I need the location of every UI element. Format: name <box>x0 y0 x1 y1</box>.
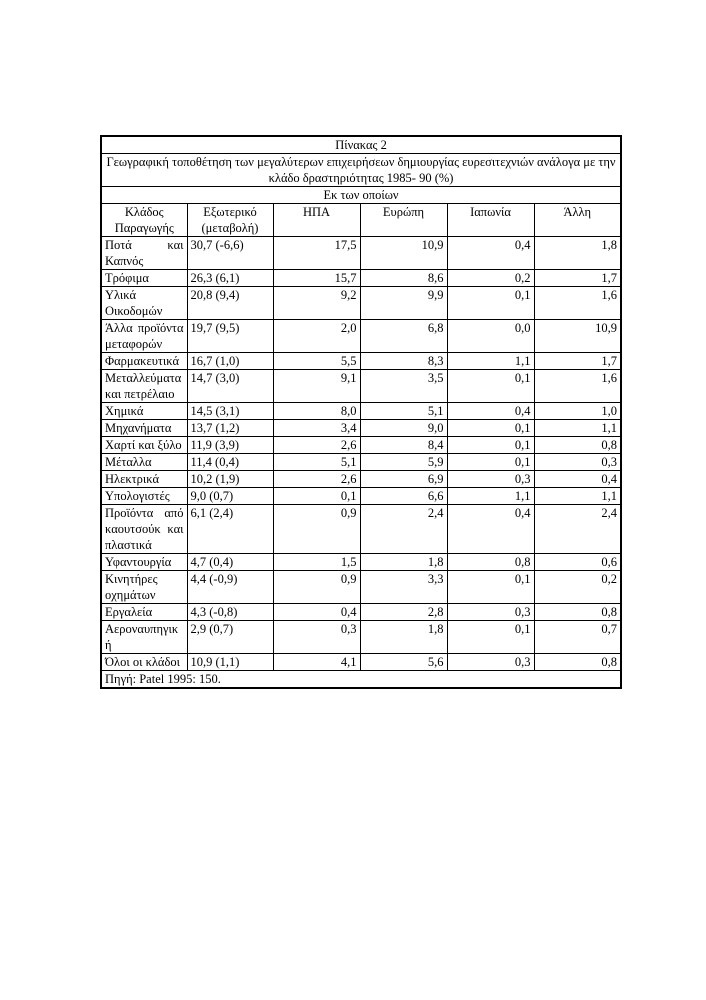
table-row <box>101 287 621 320</box>
cell-japan: 0,4 <box>447 403 534 420</box>
cell-usa: 17,5 <box>273 237 360 270</box>
table-row <box>101 604 621 621</box>
column-header-row <box>101 204 621 237</box>
cell-usa: 0,4 <box>273 604 360 621</box>
cell-sector: Ποτά και Καπνός <box>101 237 187 270</box>
table-subheader: Εκ των οποίων <box>101 187 621 204</box>
table-title: Γεωγραφική τοποθέτηση των μεγαλύτερων επιχειρήσεων δημιουργίας ευρεσιτεχνιών ανάλογα με την κλάδο δραστηριότητας 1985- 90 (%) <box>101 154 621 187</box>
column-header-europe: Ευρώπη <box>360 204 447 237</box>
cell-sector: Μέταλλα <box>101 454 187 471</box>
table-row <box>101 621 621 654</box>
table-row <box>101 437 621 454</box>
cell-abroad: 2,9 (0,7) <box>187 621 273 654</box>
cell-other: 0,4 <box>534 471 621 488</box>
cell-usa: 2,0 <box>273 320 360 353</box>
cell-europe: 3,3 <box>360 571 447 604</box>
cell-other: 1,8 <box>534 237 621 270</box>
data-table <box>100 135 622 689</box>
cell-abroad: 13,7 (1,2) <box>187 420 273 437</box>
table-row <box>101 488 621 505</box>
cell-japan: 0,2 <box>447 270 534 287</box>
cell-abroad: 6,1 (2,4) <box>187 505 273 554</box>
cell-europe: 3,5 <box>360 370 447 403</box>
cell-japan: 0,3 <box>447 654 534 671</box>
cell-japan: 0,4 <box>447 505 534 554</box>
cell-usa: 0,9 <box>273 505 360 554</box>
cell-europe: 5,6 <box>360 654 447 671</box>
cell-usa: 0,1 <box>273 488 360 505</box>
table-row <box>101 237 621 270</box>
cell-europe: 1,8 <box>360 554 447 571</box>
cell-japan: 0,1 <box>447 287 534 320</box>
cell-usa: 2,6 <box>273 437 360 454</box>
table-row <box>101 270 621 287</box>
cell-europe: 8,4 <box>360 437 447 454</box>
column-header-sector: Κλάδος Παραγωγής <box>101 204 187 237</box>
cell-sector: Υλικά Οικοδομών <box>101 287 187 320</box>
cell-japan: 0,1 <box>447 370 534 403</box>
cell-europe: 8,6 <box>360 270 447 287</box>
cell-abroad: 9,0 (0,7) <box>187 488 273 505</box>
table-row <box>101 471 621 488</box>
table-row <box>101 654 621 671</box>
cell-sector: Όλοι οι κλάδοι <box>101 654 187 671</box>
cell-sector: Κινητήρες οχημάτων <box>101 571 187 604</box>
cell-usa: 4,1 <box>273 654 360 671</box>
cell-other: 0,8 <box>534 437 621 454</box>
cell-sector: Χημικά <box>101 403 187 420</box>
cell-sector: Χαρτί και ξύλο <box>101 437 187 454</box>
cell-japan: 0,1 <box>447 454 534 471</box>
cell-usa: 3,4 <box>273 420 360 437</box>
cell-abroad: 14,5 (3,1) <box>187 403 273 420</box>
cell-usa: 8,0 <box>273 403 360 420</box>
cell-sector: Αεροναυπηγική <box>101 621 187 654</box>
cell-sector: Υπολογιστές <box>101 488 187 505</box>
cell-europe: 8,3 <box>360 353 447 370</box>
cell-other: 1,7 <box>534 270 621 287</box>
document-page <box>100 135 620 689</box>
table-row <box>101 420 621 437</box>
cell-japan: 1,1 <box>447 488 534 505</box>
cell-abroad: 14,7 (3,0) <box>187 370 273 403</box>
cell-sector: Μεταλλεύματα και πετρέλαιο <box>101 370 187 403</box>
cell-other: 1,6 <box>534 287 621 320</box>
cell-abroad: 4,3 (-0,8) <box>187 604 273 621</box>
cell-sector: Φαρμακευτικά <box>101 353 187 370</box>
cell-sector: Εργαλεία <box>101 604 187 621</box>
cell-usa: 9,1 <box>273 370 360 403</box>
cell-abroad: 11,9 (3,9) <box>187 437 273 454</box>
cell-abroad: 10,2 (1,9) <box>187 471 273 488</box>
table-row <box>101 353 621 370</box>
cell-usa: 2,6 <box>273 471 360 488</box>
cell-japan: 0,3 <box>447 604 534 621</box>
cell-other: 1,0 <box>534 403 621 420</box>
cell-japan: 1,1 <box>447 353 534 370</box>
cell-usa: 0,9 <box>273 571 360 604</box>
cell-sector: Προϊόντα από καουτσούκ και πλαστικά <box>101 505 187 554</box>
cell-other: 1,1 <box>534 420 621 437</box>
table-row <box>101 370 621 403</box>
column-header-other: Άλλη <box>534 204 621 237</box>
table-row <box>101 403 621 420</box>
cell-abroad: 11,4 (0,4) <box>187 454 273 471</box>
cell-europe: 9,9 <box>360 287 447 320</box>
cell-other: 2,4 <box>534 505 621 554</box>
cell-usa: 1,5 <box>273 554 360 571</box>
cell-other: 1,1 <box>534 488 621 505</box>
cell-other: 0,8 <box>534 604 621 621</box>
cell-usa: 15,7 <box>273 270 360 287</box>
cell-japan: 0,0 <box>447 320 534 353</box>
cell-abroad: 4,7 (0,4) <box>187 554 273 571</box>
cell-sector: Υφαντουργία <box>101 554 187 571</box>
column-header-japan: Ιαπωνία <box>447 204 534 237</box>
cell-europe: 1,8 <box>360 621 447 654</box>
cell-abroad: 20,8 (9,4) <box>187 287 273 320</box>
table-row <box>101 505 621 554</box>
cell-usa: 9,2 <box>273 287 360 320</box>
cell-europe: 9,0 <box>360 420 447 437</box>
cell-japan: 0,8 <box>447 554 534 571</box>
cell-sector: Μηχανήματα <box>101 420 187 437</box>
cell-usa: 5,5 <box>273 353 360 370</box>
cell-japan: 0,1 <box>447 437 534 454</box>
cell-japan: 0,3 <box>447 471 534 488</box>
cell-sector: Ηλεκτρικά <box>101 471 187 488</box>
cell-europe: 2,4 <box>360 505 447 554</box>
cell-other: 1,7 <box>534 353 621 370</box>
cell-other: 0,3 <box>534 454 621 471</box>
cell-abroad: 4,4 (-0,9) <box>187 571 273 604</box>
table-row <box>101 320 621 353</box>
cell-usa: 0,3 <box>273 621 360 654</box>
cell-other: 10,9 <box>534 320 621 353</box>
cell-other: 1,6 <box>534 370 621 403</box>
cell-europe: 5,1 <box>360 403 447 420</box>
cell-abroad: 10,9 (1,1) <box>187 654 273 671</box>
table-number: Πίνακας 2 <box>101 136 621 154</box>
cell-europe: 6,9 <box>360 471 447 488</box>
cell-abroad: 19,7 (9,5) <box>187 320 273 353</box>
cell-other: 0,2 <box>534 571 621 604</box>
cell-abroad: 16,7 (1,0) <box>187 353 273 370</box>
table-row <box>101 454 621 471</box>
cell-europe: 6,6 <box>360 488 447 505</box>
cell-europe: 6,8 <box>360 320 447 353</box>
cell-japan: 0,1 <box>447 420 534 437</box>
cell-other: 0,6 <box>534 554 621 571</box>
cell-europe: 2,8 <box>360 604 447 621</box>
cell-sector: Άλλα προϊόντα μεταφορών <box>101 320 187 353</box>
table-source: Πηγή: Patel 1995: 150. <box>101 671 621 689</box>
cell-abroad: 26,3 (6,1) <box>187 270 273 287</box>
cell-other: 0,7 <box>534 621 621 654</box>
cell-other: 0,8 <box>534 654 621 671</box>
cell-japan: 0,1 <box>447 621 534 654</box>
cell-europe: 5,9 <box>360 454 447 471</box>
cell-japan: 0,1 <box>447 571 534 604</box>
cell-usa: 5,1 <box>273 454 360 471</box>
column-header-abroad: Εξωτερικό (μεταβολή) <box>187 204 273 237</box>
cell-sector: Τρόφιμα <box>101 270 187 287</box>
cell-abroad: 30,7 (-6,6) <box>187 237 273 270</box>
table-row <box>101 554 621 571</box>
column-header-usa: ΗΠΑ <box>273 204 360 237</box>
cell-japan: 0,4 <box>447 237 534 270</box>
cell-europe: 10,9 <box>360 237 447 270</box>
table-row <box>101 571 621 604</box>
